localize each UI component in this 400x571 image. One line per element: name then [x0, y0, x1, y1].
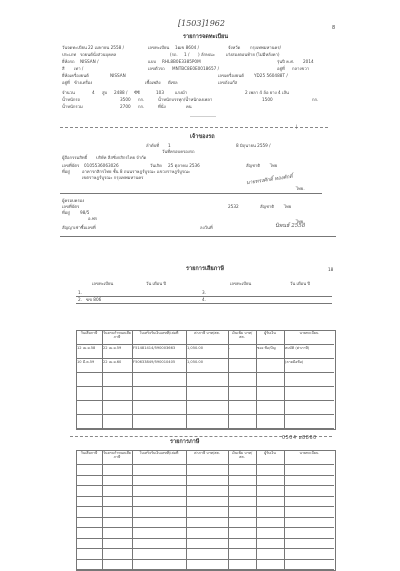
engine-loc-label: อยู่ที่: [62, 80, 70, 85]
model: RHL8B0E3385P0M: [162, 59, 201, 64]
province: กรุงเทพมหานคร/: [250, 45, 281, 50]
tax-cell-receipt: F51481414/590003663: [133, 345, 176, 350]
tax2-header-cell: ผู้รับเงิน: [264, 451, 276, 455]
location-label: อยู่ที่: [277, 66, 285, 71]
tax-cell-tax: 1,050.00: [187, 359, 204, 364]
style-value: เก๋งสองตอนท้าย (ไม่มีหลังคา): [226, 52, 280, 57]
brand-label: ยี่ห้อรถ: [62, 59, 75, 64]
tax-page-mark: 18: [328, 267, 334, 272]
tax-header-cell: เงินเพิ่ม บาท/สต.: [231, 331, 253, 340]
tax2-row-divider: [76, 538, 334, 539]
wheels-text: 2 เพลา 4 ล้อ ยาง 4 เส้น: [245, 90, 289, 95]
style-label: ) ลักษณะ: [198, 52, 215, 57]
contract-label: สัญญาเช่าซื้อเลขที่: [62, 225, 96, 230]
reg-date: 22 เมษายน 2558 /: [88, 45, 125, 50]
holder-label: ผู้ถือกรรมสิทธิ์: [62, 155, 88, 160]
tax-date-label-1: วัน เดือน ปี: [146, 281, 167, 286]
gross-unit: กก.: [138, 104, 145, 109]
tax-top-row-4: 4.: [202, 297, 206, 302]
tax2-col-divider: [186, 450, 187, 569]
hp-value: 103: [156, 90, 164, 95]
separator: [60, 127, 328, 128]
cylinders: 4: [92, 90, 95, 95]
registration-document: [1503]1962 8 รายการจดทะเบียน วันจดทะเบียน 22 เมษายน 2558 / เลขทะเบียน 1ฒข 8604 / จังหวัด กรุงเทพมหานคร/ ประเภท รถยนต์นั่งส่วนบุคคล (รถ. 1 / ) ลักษณะ เก๋งสองตอนท้าย (ไม่มีหลังคา) ยี่ห้อรถ NISSAN / แบบ RHL8B0E3385P0M รุ่นปี ค.ศ. 2014 สี เทา / เลขตัวรถ MNTBC8E0E0018657 / อยู่ที่ กลางขวา ยี่ห้อเครื่องยนต์ NISSAN เลขเครื่องยนต์ YD25 560488T / อยู่ที่ ข้างเครื่อง เชื้อเพลิง ดีเซล เลขถังแก๊ส จำนวน 4 สูบ 2488 / ซีซี 103 แรงม้า 2 เพลา 4 ล้อ ยาง 4 เส้น น้ำหนักรถ 3500 กก. น้ำหนักบรรทุก/น้ำหนักลงเพลา 1500 กก. น้ำหนักรวม 2700 กก. ที่นั่ง คน | เจ้าของรถ ลำดับที่ 1 8 มิถุนายน 2559 / วันที่ครอบครองรถ ผู้ถือกรรมสิทธิ์ บริษัท ลีสซิ่งกสิกรไทย จำกัด เลขที่บัตร 0105536063026 วันเกิด 25 ตุลาคม 2536 สัญชาติ ไทย ที่อยู่ อาคารกสิกรไทย ชั้น 8 ถนนราษฎร์บูรณะ แขวงราษฎร์บูรณะ เขตราษฎร์บูรณะ กรุงเทพมหานคร นายทรงศักดิ์ ทองศักดิ์ ไทย. ผู้ครอบครอง เลขที่บัตร 2532 สัญชาติ ไทย ที่อยู่ 98/5 อ.ฟร ไทย. สัญญาเช่าซื้อเลขที่ ลงวันที่ นิพนธ์ 2558 รายการเสียภาษี 18 เลขทะเบียน วัน เดือน ปี เลขทะเบียน วัน เดือน ปี 1. 3. 2. ฆข 806 4. วันเสียภาษี วันครบกำหนดเสียภาษี ใบเสร็จรับเงินเลขที่/เล่มที่ ค่าภาษี บาท/สต. เงินเพิ่ม บาท/สต. ผู้รับเงิน นายทะเบียน 12 เม.ย.58 22 เม.ย.59 F51481414/590003663 1,050.00 - ซอง ชื่อ/ปัญ สมบัติ (ค่าภาษี) 10 มี.ค.59 22 เม.ย.60 F50633849/590010405 1,050.00 (ลายมือชื่อ) รายการภาษี 0504 ผ8860 วันเสียภาษี วันครบกำหนดเสียภาษี ใบเสร็จรับเงินเลขที่/เล่มที่ ค่าภาษี บาท/สต. เงินเพิ่ม บาท/สต. ผู้รับเงิน นายทะเบียน: [0, 0, 400, 566]
address-line-2: เขตราษฎร์บูรณะ กรุงเทพมหานคร: [82, 175, 144, 180]
owner-title: เจ้าของรถ: [190, 134, 215, 140]
gross-label: น้ำหนักรวม: [62, 104, 83, 109]
tax-cell-registrar: (ลายมือชื่อ): [285, 359, 304, 364]
gross: 2700: [120, 104, 131, 109]
tax2-header-cell: วันครบกำหนดเสียภาษี: [103, 451, 131, 460]
weight: 3500: [120, 97, 131, 102]
tax-header-cell: วันเสียภาษี: [80, 331, 98, 335]
tax-row-divider: [76, 428, 334, 429]
tax2-row-divider: [76, 464, 334, 465]
holder: บริษัท ลีสซิ่งกสิกรไทย จำกัด: [96, 155, 147, 160]
tax-header-cell: ใบเสร็จรับเงินเลขที่/เล่มที่: [139, 331, 179, 335]
address-line-1: อาคารกสิกรไทย ชั้น 8 ถนนราษฎร์บูรณะ แขวงราษฎร์บูรณะ: [82, 169, 191, 174]
possession-label: วันที่ครอบครองรถ: [162, 149, 195, 154]
gas-tank-label: เลขถังแก๊ส: [218, 80, 238, 85]
tax-row-divider: [76, 400, 334, 401]
type-label: ประเภท: [62, 52, 77, 57]
tax-top-plate: ฆข 806: [86, 297, 102, 302]
type-value: รถยนต์นั่งส่วนบุคคล: [80, 52, 117, 57]
tax2-frame: [76, 450, 336, 571]
addr-label: ที่อยู่: [62, 169, 70, 174]
engine-brand-label: ยี่ห้อเครื่องยนต์: [62, 73, 89, 78]
fuel-label: เชื้อเพลิง: [145, 80, 161, 85]
cylinders-label: จำนวน: [62, 90, 75, 95]
page-mark: 8: [332, 25, 336, 31]
occupant-addr-2: อ.ฟร: [88, 216, 98, 221]
seats-unit: คน: [186, 104, 192, 109]
tax-cell-due: 22 เม.ย.59: [103, 345, 122, 350]
tax2-title: รายการภาษี: [170, 439, 200, 445]
tax-row-divider: [76, 372, 334, 373]
tax-header-cell: วันครบกำหนดเสียภาษี: [103, 331, 131, 340]
tax2-header-cell: นายทะเบียน: [299, 451, 319, 455]
tax-top-row-1: 1.: [78, 290, 82, 295]
tax-date-label-2: วัน เดือน ปี: [290, 281, 311, 286]
officer-signature: นิพนธ์ 2558: [275, 223, 306, 229]
nation: ไทย: [270, 163, 278, 168]
cylinders-unit: สูบ: [102, 90, 108, 95]
occupant-birth: 2532: [228, 204, 239, 209]
tax2-row-divider: [76, 517, 334, 518]
occupant-nation-unit: ไทย.: [296, 219, 305, 224]
tax2-row-divider: [76, 475, 334, 476]
tax-row-divider: [76, 414, 334, 415]
tax-plate-label-2: เลขทะเบียน: [230, 281, 252, 286]
fuel: ดีเซล: [168, 80, 178, 85]
contract-date-label: ลงวันที่: [200, 225, 213, 230]
engine-loc: ข้างเครื่อง: [74, 80, 93, 85]
engine-no-label: เลขเครื่องยนต์: [218, 73, 244, 78]
tax-cell-receipt: F50633849/590010405: [133, 359, 176, 364]
load-label: น้ำหนักบรรทุก/น้ำหนักลงเพลา: [158, 97, 213, 102]
birth: 25 ตุลาคม 2536: [168, 163, 200, 168]
tax2-col-divider: [228, 450, 229, 569]
nation-unit: ไทย.: [296, 186, 305, 191]
tax-plate-label-1: เลขทะเบียน: [92, 281, 114, 286]
tax2-header-cell: ใบเสร็จรับเงินเลขที่/เล่มที่: [139, 451, 179, 455]
occupant-label: ผู้ครอบครอง: [62, 198, 85, 203]
nation-label: สัญชาติ: [246, 163, 261, 168]
location: กลางขวา: [292, 66, 310, 71]
chassis-label: เลขตัวรถ: [148, 66, 165, 71]
id-label: เลขที่บัตร: [62, 163, 80, 168]
occupant-id-label: เลขที่บัตร: [62, 204, 80, 209]
tax-cell-date: 12 เม.ย.58: [77, 345, 96, 350]
tax-cell-due: 22 เม.ย.60: [103, 359, 122, 364]
owner-date: 8 มิถุนายน 2559 /: [236, 143, 271, 148]
tax2-col-divider: [132, 450, 133, 569]
tax2-col-divider: [284, 450, 285, 569]
seats-label: ที่นั่ง: [158, 104, 166, 109]
tax-top-row-3: 3.: [202, 290, 206, 295]
tax-cell-fine: -: [229, 345, 231, 350]
tax-header-cell: ผู้รับเงิน: [264, 331, 276, 335]
reg-date-label: วันจดทะเบียน: [62, 45, 87, 50]
plate: 1ฒข 8604 /: [175, 45, 200, 50]
tax2-col-divider: [256, 450, 257, 569]
order-label: ลำดับที่: [146, 143, 160, 148]
id-value: 0105536063026: [84, 163, 119, 168]
cc-value: 2488 /: [114, 90, 128, 95]
tax2-col-divider: [102, 450, 103, 569]
registration-title: รายการจดทะเบียน: [183, 34, 229, 40]
weight-unit: กก.: [138, 97, 145, 102]
chassis: MNTBC8E0E0018657 /: [172, 66, 220, 71]
tax2-row-divider: [76, 548, 334, 549]
tax-cell-tax: 1,050.00: [187, 345, 204, 350]
tax-cell-payer: ซอง ชื่อ/ปัญ: [257, 345, 276, 350]
engine-brand: NISSAN: [110, 73, 126, 78]
tax-cell-registrar: สมบัติ (ค่าภาษี): [285, 345, 310, 350]
brand: NISSAN /: [80, 59, 99, 64]
tax2-row-divider: [76, 506, 334, 507]
weight-label: น้ำหนักรถ: [62, 97, 81, 102]
owner-signature: นายทรงศักดิ์ ทองศักดิ์: [245, 173, 294, 187]
occupant-addr: 98/5: [80, 210, 90, 215]
plate-label: เลขทะเบียน: [148, 45, 170, 50]
tax2-row-divider: [76, 485, 334, 486]
tax-header-cell: นายทะเบียน: [299, 331, 319, 335]
color: เทา /: [74, 66, 84, 71]
tax-title: รายการเสียภาษี: [186, 266, 225, 272]
tax2-stamp: 0504 ผ8860: [282, 436, 317, 441]
tax-row-divider: [76, 386, 334, 387]
birth-label: วันเกิด: [150, 163, 162, 168]
document-number: [1503]1962: [178, 19, 225, 28]
model-label: แบบ: [148, 59, 157, 64]
tax2-row-divider: [76, 496, 334, 497]
occupant-nation: ไทย: [284, 204, 292, 209]
load: 1500: [262, 97, 273, 102]
tax-cell-date: 10 มี.ค.59: [77, 359, 95, 364]
tax-top-row-2: 2.: [78, 297, 82, 302]
ror-value: 1 /: [184, 52, 190, 57]
cc-unit: ซีซี: [134, 90, 140, 95]
load-unit: กก.: [312, 97, 319, 102]
tax2-header-cell: ค่าภาษี บาท/สต.: [194, 451, 220, 455]
tax2-row-divider: [76, 559, 334, 560]
tax2-row-divider: [76, 527, 334, 528]
order: 1: [168, 143, 171, 148]
model-year: 2014: [303, 59, 314, 64]
tax2-header-cell: เงินเพิ่ม บาท/สต.: [231, 451, 253, 460]
tax-header-cell: ค่าภาษี บาท/สต.: [194, 331, 220, 335]
color-label: สี: [62, 66, 65, 71]
engine-no: YD25 560488T /: [254, 73, 288, 78]
occupant-addr-label: ที่อยู่: [62, 210, 70, 215]
tax2-header-cell: วันเสียภาษี: [80, 451, 98, 455]
model-year-label: รุ่นปี ค.ศ.: [277, 59, 295, 64]
occupant-nation-label: สัญชาติ: [260, 204, 275, 209]
tax2-row-divider: [76, 569, 334, 570]
ror-label: (รถ.: [170, 52, 178, 57]
hp-unit: แรงม้า: [175, 90, 188, 95]
province-label: จังหวัด: [228, 45, 241, 50]
